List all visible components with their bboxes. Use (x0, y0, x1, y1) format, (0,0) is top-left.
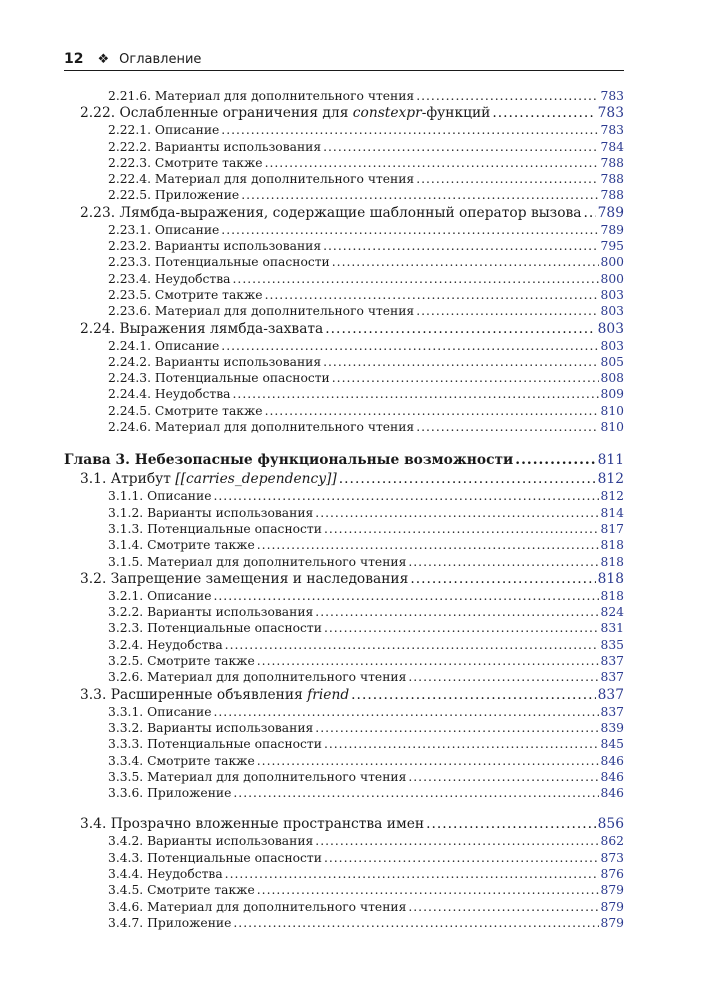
toc-entry-title-text: 2.22.1. Описание (108, 123, 220, 138)
toc-page-number[interactable]: 818 (600, 538, 624, 553)
toc-subsection-entry[interactable] (64, 720, 624, 736)
toc-entry-title-text: 3.1.2. Варианты использования (108, 505, 314, 520)
toc-subsection-entry[interactable] (64, 620, 624, 636)
toc-page-number[interactable]: 818 (600, 554, 624, 569)
toc-subsection-entry[interactable] (64, 122, 624, 138)
toc-page-number[interactable]: 846 (600, 753, 624, 768)
toc-entry-title (108, 704, 211, 720)
toc-page-number[interactable]: 788 (600, 155, 624, 170)
toc-entry-title-text: Глава 3. Небезопасные функциональные возможности (64, 452, 514, 469)
toc-entry-title (108, 287, 263, 303)
toc-entry-title-text: 3.3.5. Материал для дополнительного чтения (108, 769, 407, 784)
toc-entry-title-text: 3.4. Прозрачно вложенные пространства имен (80, 816, 425, 833)
toc-page-number[interactable]: 810 (600, 420, 624, 435)
dot-leader (426, 815, 596, 833)
table-of-contents (64, 88, 624, 931)
toc-subsection-entry[interactable] (64, 488, 624, 504)
toc-page-number[interactable]: 837 (600, 670, 624, 685)
toc-entry-title-text: 2.23.6. Материал для дополнительного чтения (108, 304, 415, 319)
toc-entry-title (108, 403, 263, 419)
toc-entry-title-text: 2.24.3. Потенциальные опасности (108, 371, 330, 386)
toc-subsection-entry[interactable] (64, 833, 624, 849)
dot-leader (213, 588, 598, 604)
toc-entry-title-text: 2.23. Лямбда-выражения, содержащие шаблонный оператор вызова (80, 204, 582, 221)
toc-entry-title (80, 570, 408, 588)
toc-entry-title (80, 204, 582, 222)
toc-page-number[interactable]: 800 (600, 255, 624, 270)
dot-leader (408, 554, 598, 570)
toc-subsection-entry[interactable] (64, 554, 624, 570)
toc-page-number[interactable]: 810 (600, 403, 624, 418)
dot-leader (408, 669, 598, 685)
dot-leader (416, 88, 598, 104)
dot-leader (225, 866, 599, 882)
toc-page-number[interactable]: 812 (600, 489, 624, 504)
toc-subsection-entry[interactable] (64, 155, 624, 171)
toc-entry-title (108, 303, 414, 319)
toc-page-number[interactable]: 818 (600, 588, 624, 603)
toc-entry-title-text: 3.3.4. Смотрите также (108, 753, 255, 768)
toc-subsection-entry[interactable] (64, 386, 624, 402)
toc-entry-title (80, 815, 424, 833)
toc-entry-title (108, 899, 406, 915)
toc-subsection-entry[interactable] (64, 521, 624, 537)
toc-entry-title (108, 386, 231, 402)
toc-entry-title-text: 3.1.5. Материал для дополнительного чтения (108, 554, 407, 569)
toc-entry-title-text: 2.24.4. Неудобства (108, 387, 231, 402)
toc-subsection-entry[interactable] (64, 753, 624, 769)
toc-entry-title (108, 122, 219, 138)
toc-entry-title (108, 653, 255, 669)
toc-page-number[interactable]: 783 (600, 123, 624, 138)
toc-entry-title (108, 222, 219, 238)
toc-entry-title-text: 3.1.3. Потенциальные опасности (108, 521, 322, 536)
toc-page-number[interactable]: 803 (600, 304, 624, 319)
dot-leader (213, 704, 598, 720)
toc-subsection-entry[interactable] (64, 769, 624, 785)
toc-page-number[interactable]: 789 (597, 204, 624, 221)
dot-leader (213, 488, 598, 504)
toc-entry-title-text: 2.23.4. Неудобства (108, 271, 231, 286)
toc-entry-title (108, 370, 330, 386)
toc-entry-title-text: 3.3.3. Потенциальные опасности (108, 737, 322, 752)
toc-page-number[interactable]: 783 (597, 105, 624, 122)
toc-entry-title-text: 3.3. Расширенные объявления (80, 686, 308, 703)
toc-page-number[interactable]: 837 (600, 654, 624, 669)
toc-section-entry[interactable] (64, 570, 624, 588)
toc-page-number[interactable]: 818 (597, 570, 624, 587)
toc-page-number[interactable]: 876 (600, 866, 624, 881)
toc-entry-title (80, 104, 490, 122)
dot-leader (257, 753, 599, 769)
dot-leader (257, 882, 599, 898)
toc-page-number[interactable]: 846 (600, 769, 624, 784)
toc-page-number[interactable]: 800 (600, 271, 624, 286)
toc-page-number[interactable]: 784 (600, 139, 624, 154)
toc-subsection-entry[interactable] (64, 588, 624, 604)
toc-page-number[interactable]: 788 (600, 188, 624, 203)
toc-entry-title (108, 488, 211, 504)
toc-entry-title-text: 2.23.5. Смотрите также (108, 287, 263, 302)
toc-entry-title-text: 2.23.3. Потенциальные опасности (108, 255, 330, 270)
toc-page-number[interactable]: 862 (600, 834, 624, 849)
toc-subsection-entry[interactable] (64, 254, 624, 270)
toc-page-number[interactable]: 879 (600, 915, 624, 930)
toc-subsection-entry[interactable] (64, 653, 624, 669)
toc-entry-title (108, 637, 223, 653)
dot-leader (233, 386, 599, 402)
toc-page-number[interactable]: 856 (597, 816, 624, 833)
dot-leader (265, 403, 599, 419)
toc-entry-title (108, 720, 313, 736)
toc-section-entry[interactable] (64, 815, 624, 833)
toc-subsection-entry[interactable] (64, 222, 624, 238)
dot-leader (221, 222, 598, 238)
spacer (64, 435, 624, 450)
toc-entry-title (108, 254, 330, 270)
toc-subsection-entry[interactable] (64, 899, 624, 915)
toc-entry-title-text: 2.22.3. Смотрите также (108, 155, 263, 170)
dot-leader (315, 720, 598, 736)
toc-subsection-entry[interactable] (64, 403, 624, 419)
dot-leader (257, 537, 599, 553)
toc-entry-title (108, 187, 239, 203)
toc-entry-title-text: 3.4.6. Материал для дополнительного чтения (108, 899, 407, 914)
toc-subsection-entry[interactable] (64, 866, 624, 882)
dot-leader (221, 338, 598, 354)
toc-subsection-entry[interactable] (64, 370, 624, 386)
toc-section-entry[interactable] (64, 686, 624, 704)
toc-page-number[interactable]: 873 (600, 850, 624, 865)
toc-entry-title-text: 3.2.4. Неудобства (108, 637, 223, 652)
toc-entry-title (108, 833, 313, 849)
toc-entry-title-text: 2.21.6. Материал для дополнительного чтения (108, 89, 415, 103)
toc-subsection-entry[interactable] (64, 271, 624, 287)
toc-subsection-entry[interactable] (64, 882, 624, 898)
dot-leader (323, 139, 598, 155)
dot-leader (241, 187, 598, 203)
toc-entry-title-text: 2.22. Ослабленные ограничения для (80, 105, 353, 122)
dot-leader (323, 238, 598, 254)
toc-subsection-entry[interactable] (64, 287, 624, 303)
toc-subsection-entry[interactable] (64, 303, 624, 319)
toc-entry-title-text: 3.4.5. Смотрите также (108, 883, 255, 898)
section-title: Оглавление (119, 51, 202, 67)
toc-entry-title-text: 2.24.1. Описание (108, 338, 220, 353)
dot-leader (233, 785, 598, 801)
toc-subsection-entry[interactable] (64, 669, 624, 685)
toc-entry-title-text: 3.2.5. Смотрите также (108, 654, 255, 669)
toc-page-number[interactable]: 811 (597, 452, 624, 469)
toc-entry-title (64, 450, 513, 470)
toc-entry-title (108, 238, 321, 254)
toc-page-number[interactable]: 803 (600, 338, 624, 353)
dot-leader (315, 505, 598, 521)
toc-entry-title (108, 769, 406, 785)
toc-entry-title (108, 354, 321, 370)
toc-subsection-entry[interactable] (64, 187, 624, 203)
toc-entry-title-text: 3.4.4. Неудобства (108, 866, 223, 881)
toc-entry-title-text: 3.4.7. Приложение (108, 915, 232, 930)
toc-page-number[interactable]: 783 (600, 89, 624, 103)
toc-section-entry[interactable] (64, 320, 624, 338)
toc-subsection-entry[interactable] (64, 419, 624, 435)
toc-section-entry[interactable] (64, 470, 624, 488)
toc-page-number[interactable]: 803 (597, 320, 624, 337)
dot-leader (324, 850, 599, 866)
toc-entry-title-text: 2.22.5. Приложение (108, 188, 240, 203)
toc-page-number[interactable]: 824 (600, 605, 624, 620)
toc-subsection-entry[interactable] (64, 785, 624, 801)
page-number: 12 (64, 51, 84, 67)
toc-subsection-entry[interactable] (64, 637, 624, 653)
toc-entry-title (108, 419, 414, 435)
dot-leader (265, 155, 599, 171)
toc-entry-title (108, 753, 255, 769)
toc-subsection-entry[interactable] (64, 736, 624, 752)
toc-subsection-entry[interactable] (64, 139, 624, 155)
dot-leader (408, 899, 598, 915)
toc-chapter-entry[interactable] (64, 450, 624, 470)
dot-leader (351, 686, 595, 704)
toc-entry-title (108, 588, 211, 604)
toc-subsection-entry[interactable] (64, 704, 624, 720)
toc-entry-title (108, 139, 321, 155)
toc-entry-title-text: 3.2. Запрещение замещения и наследования (80, 570, 409, 587)
toc-subsection-entry[interactable] (64, 338, 624, 354)
toc-entry-title-text: 3.1. Атрибут (80, 471, 176, 488)
toc-page-number[interactable]: 788 (600, 172, 624, 187)
toc-subsection-entry[interactable] (64, 915, 624, 931)
toc-page-number[interactable]: 803 (600, 287, 624, 302)
dot-leader (410, 570, 595, 588)
toc-page-number[interactable]: 837 (600, 704, 624, 719)
toc-entry-title (108, 785, 231, 801)
toc-entry-title-text: 3.2.3. Потенциальные опасности (108, 621, 322, 636)
dot-leader (408, 769, 598, 785)
ornament-icon: ❖ (97, 51, 110, 67)
toc-page-number[interactable]: 817 (600, 521, 624, 536)
toc-page-number[interactable]: 845 (600, 737, 624, 752)
dot-leader (233, 271, 599, 287)
toc-entry-title-text: 3.2.6. Материал для дополнительного чтения (108, 670, 407, 685)
toc-entry-title-text: 3.1.1. Описание (108, 489, 212, 504)
toc-entry-title (108, 521, 322, 537)
dot-leader (584, 204, 596, 222)
toc-entry-title (108, 271, 231, 287)
dot-leader (339, 470, 596, 488)
dot-leader (332, 370, 599, 386)
toc-page-number[interactable]: 839 (600, 720, 624, 735)
toc-section-entry[interactable] (64, 204, 624, 222)
toc-entry-title-suffix: -функций (421, 105, 491, 122)
toc-page-number[interactable]: 846 (600, 786, 624, 801)
toc-entry-title (108, 88, 414, 104)
toc-subsection-entry[interactable] (64, 238, 624, 254)
toc-entry-title (80, 470, 337, 488)
dot-leader (332, 254, 599, 270)
toc-entry-title-text: 3.1.4. Смотрите также (108, 538, 255, 553)
dot-leader (325, 320, 595, 338)
dot-leader (416, 171, 598, 187)
toc-entry-title-text: 3.2.2. Варианты использования (108, 605, 314, 620)
toc-page-number[interactable]: 831 (600, 621, 624, 636)
toc-subsection-entry[interactable] (64, 537, 624, 553)
toc-entry-title (80, 320, 323, 338)
toc-entry-title (108, 155, 263, 171)
toc-subsection-entry[interactable] (64, 604, 624, 620)
toc-page-number[interactable]: 808 (600, 371, 624, 386)
toc-entry-title (108, 736, 322, 752)
dot-leader (324, 620, 599, 636)
dot-leader (416, 303, 598, 319)
dot-leader (233, 915, 598, 931)
toc-entry-title-text: 2.24.6. Материал для дополнительного чтения (108, 420, 415, 435)
toc-entry-title-text: 3.3.1. Описание (108, 704, 212, 719)
toc-entry-title-text: 3.3.2. Варианты использования (108, 720, 314, 735)
toc-page-number[interactable]: 837 (597, 686, 624, 703)
toc-entry-title-text: 2.22.2. Варианты использования (108, 139, 322, 154)
dot-leader (324, 521, 599, 537)
toc-page-number[interactable]: 812 (597, 471, 624, 488)
toc-page-number[interactable]: 879 (600, 883, 624, 898)
toc-subsection-entry[interactable] (64, 171, 624, 187)
toc-entry-title (108, 505, 313, 521)
toc-page-number[interactable]: 835 (600, 637, 624, 652)
toc-page-number[interactable]: 805 (600, 354, 624, 369)
toc-page-number[interactable]: 879 (600, 899, 624, 914)
toc-entry-title-text: 3.3.6. Приложение (108, 786, 232, 801)
toc-entry-title (108, 171, 414, 187)
toc-entry-title-code: constexpr (352, 105, 422, 122)
dot-leader (515, 450, 595, 470)
toc-entry-title-text: 2.24.2. Варианты использования (108, 354, 322, 369)
dot-leader (221, 122, 598, 138)
dot-leader (225, 637, 599, 653)
toc-subsection-entry[interactable] (64, 850, 624, 866)
toc-entry-title-text: 3.4.2. Варианты использования (108, 834, 314, 849)
dot-leader (324, 736, 599, 752)
toc-page-number[interactable]: 789 (600, 222, 624, 237)
toc-entry-title (108, 620, 322, 636)
dot-leader (315, 604, 598, 620)
running-header (64, 48, 624, 71)
toc-page-number[interactable]: 809 (600, 387, 624, 402)
dot-leader (492, 104, 595, 122)
dot-leader (265, 287, 599, 303)
toc-entry-title (108, 338, 219, 354)
dot-leader (416, 419, 598, 435)
toc-entry-title-text: 2.23.2. Варианты использования (108, 239, 322, 254)
toc-entry-title-text: 2.24. Выражения лямбда-захвата (80, 320, 324, 337)
toc-subsection-entry[interactable] (64, 505, 624, 521)
toc-entry-title (108, 554, 406, 570)
toc-entry-title-code: friend (307, 686, 350, 703)
toc-entry-title (108, 915, 231, 931)
toc-entry-title-text: 2.22.4. Материал для дополнительного чтения (108, 172, 415, 187)
toc-entry-title (108, 537, 255, 553)
toc-entry-title (108, 866, 223, 882)
toc-entry-title (108, 604, 313, 620)
toc-entry-title (108, 850, 322, 866)
toc-entry-title (108, 669, 406, 685)
toc-entry-title (108, 882, 255, 898)
toc-entry-title-code: [[carries_dependency]] (175, 471, 337, 488)
dot-leader (257, 653, 599, 669)
toc-entry-title-text: 2.23.1. Описание (108, 222, 220, 237)
toc-section-entry[interactable] (64, 104, 624, 122)
toc-entry-title-text: 3.2.1. Описание (108, 588, 212, 603)
toc-page-number[interactable]: 795 (600, 239, 624, 254)
toc-entry-title-text: 2.24.5. Смотрите также (108, 403, 263, 418)
toc-subsection-entry[interactable] (64, 88, 624, 104)
toc-subsection-entry[interactable] (64, 354, 624, 370)
dot-leader (323, 354, 598, 370)
toc-page-number[interactable]: 814 (600, 505, 624, 520)
spacer (64, 801, 624, 815)
toc-entry-title-text: 3.4.3. Потенциальные опасности (108, 850, 322, 865)
dot-leader (315, 833, 598, 849)
toc-entry-title (80, 686, 349, 704)
